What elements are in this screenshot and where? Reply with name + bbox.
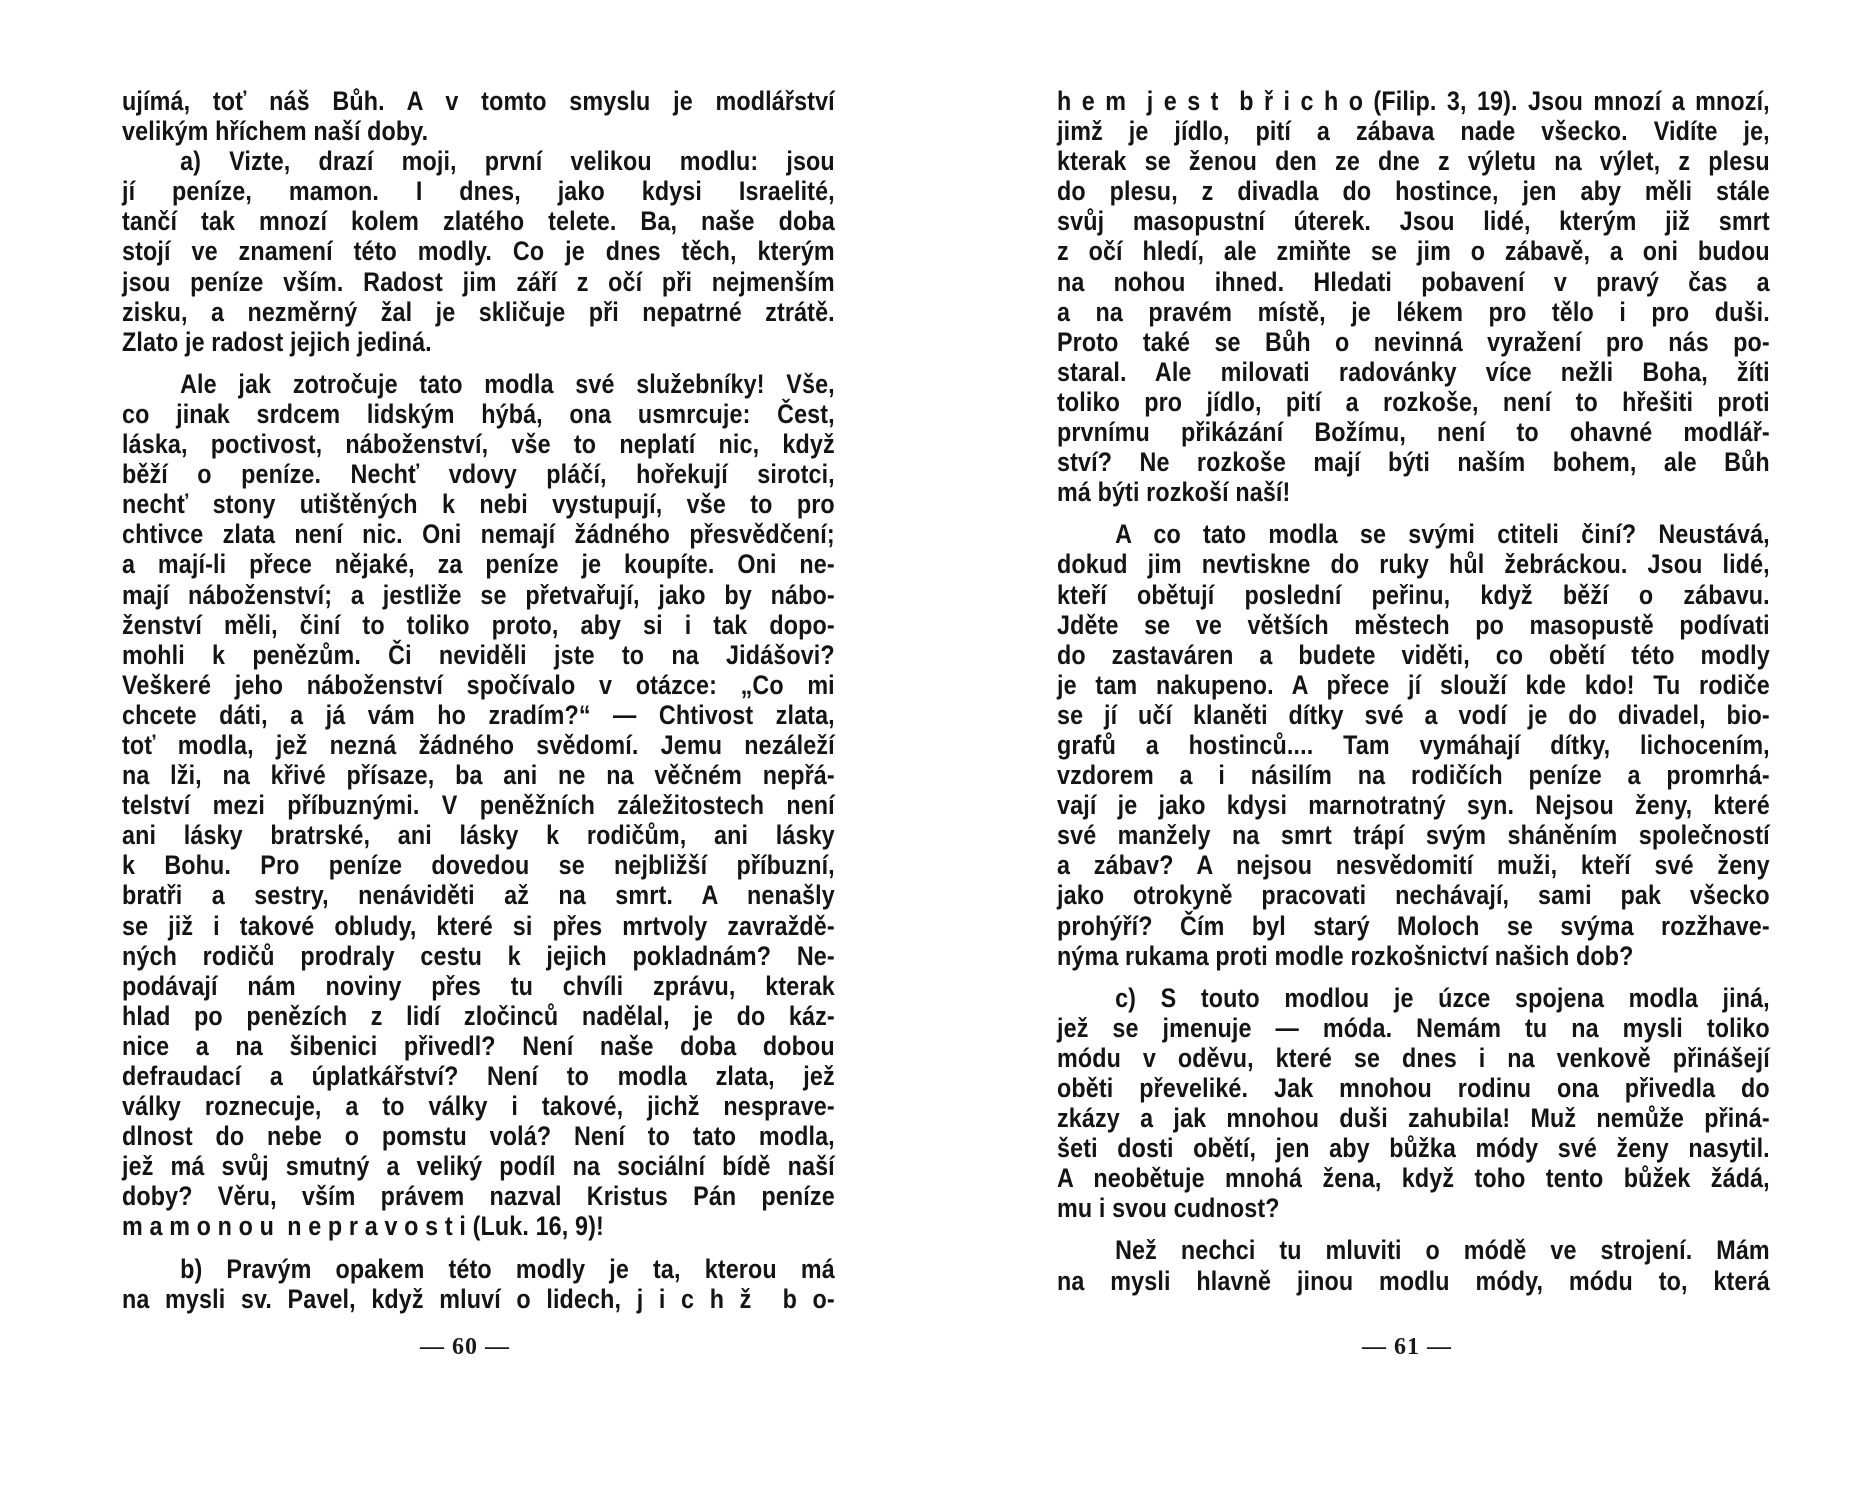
text-line: Ale jak zotročuje tato modla své služebníky! Vše, <box>180 368 835 399</box>
text-line: vzdorem a i násilím na rodičích peníze a promrhá- <box>1057 760 1770 791</box>
text-line: m a m o n o u n e p r a v o s t i (Luk. 16, 9)! <box>122 1211 604 1242</box>
text-line: svůj masopustní úterek. Jsou lidé, kterým již smrt <box>1057 206 1770 237</box>
text-line: prvnímu přikázání Božímu, není to ohavné modlář- <box>1057 417 1770 448</box>
text-line: ných rodičů prodraly cestu k jejich pokladnám? Ne- <box>122 940 835 971</box>
text-line: toliko pro jídlo, pití a rozkoše, není to hřešiti proti <box>1057 386 1770 417</box>
text-line: defraudací a úplatkářství? Není to modla zlata, jež <box>122 1061 835 1091</box>
right-page <box>935 0 1870 1500</box>
text-line: h e m j e s t b ř i c h o (Filip. 3, 19). Jsou mnozí a mnozí, <box>1057 86 1770 116</box>
text-line: mohli k penězům. Či neviděli jste to na Jidášovi? <box>122 639 835 670</box>
text-line: stojí ve znamení této modly. Co je dnes těch, kterým <box>122 236 835 267</box>
text-line: Veškeré jeho náboženství spočívalo v otázce: „Co mi <box>122 669 835 700</box>
text-line: tančí tak mnozí kolem zlatého telete. Ba, naše doba <box>122 206 835 237</box>
text-line: ani lásky bratrské, ani lásky k rodičům, ani lásky <box>122 820 835 851</box>
text-line: jež má svůj smutný a veliký podíl na sociální bídě naší <box>122 1151 835 1182</box>
text-line: A neobětuje mnohá žena, když toho tento bůžek žádá, <box>1057 1163 1770 1194</box>
text-line: doby? Věru, vším právem nazval Kristus Pán peníze <box>122 1181 835 1212</box>
text-line: oběti převeliké. Jak mnohou rodinu ona přivedla do <box>1057 1073 1770 1103</box>
right-page-text <box>1057 86 1770 1296</box>
text-line: chcete dáti, a já vám ho zradím?“ — Chtivost zlata, <box>122 699 835 730</box>
text-line: podávají nám noviny přes tu chvíli zprávu, kterak <box>122 970 835 1001</box>
text-line: k Bohu. Pro peníze dovedou se nejbližší příbuzní, <box>122 850 835 881</box>
text-line: běží o peníze. Nechť vdovy pláčí, hořekují sirotci, <box>122 459 835 490</box>
page-number-left: — 60 — <box>420 1334 510 1360</box>
left-page-text <box>122 86 835 1314</box>
text-line: mu i svou cudnost? <box>1057 1193 1280 1224</box>
text-line: telství mezi příbuznými. V peněžních záležitostech není <box>122 790 835 821</box>
text-line: A co tato modla se svými ctiteli činí? Neustává, <box>1115 519 1770 550</box>
text-line: jimž je jídlo, pití a zábava nade všecko. Vidíte je, <box>1057 116 1770 147</box>
text-line: kteří obětují poslední peřinu, když běží o zábavu. <box>1057 579 1770 610</box>
text-line: ženství měli, činí to toliko proto, aby si i tak dopo- <box>122 609 835 640</box>
text-line: chtivce zlata není nic. Oni nemají žádného přesvědčení; <box>122 519 835 550</box>
text-line: mají náboženství; a jestliže se přetvařují, jako by nábo- <box>122 579 835 610</box>
text-line: Zlato je radost jejich jediná. <box>122 326 432 357</box>
text-line: dokud jim nevtiskne do ruky hůl žebráckou. Jsou lidé, <box>1057 549 1770 580</box>
text-line: nice a na šibenici přivedl? Není naše doba dobou <box>122 1030 835 1061</box>
text-line: jež se jmenuje — móda. Nemám tu na mysli toliko <box>1057 1012 1770 1043</box>
text-line: co jinak srdcem lidským hýbá, ona usmrcuje: Čest, <box>122 398 835 429</box>
text-line: Jděte se ve větších městech po masopustě podívati <box>1057 609 1770 640</box>
text-line: své manžely na smrt trápí svým sháněním společností <box>1057 820 1770 851</box>
text-line: toť modla, jež nezná žádného svědomí. Jemu nezáleží <box>122 729 835 760</box>
text-line: a zábav? A nejsou nesvědomití muži, kteří své ženy <box>1057 850 1770 881</box>
text-line: je tam nakupeno. A přece jí slouží kde kdo! Tu rodiče <box>1057 669 1770 700</box>
text-line: se již i takové obludy, které si přes mrtvoly zavraždě- <box>122 910 835 941</box>
text-line: šeti dosti obětí, jen aby bůžka módy své ženy nasytil. <box>1057 1133 1770 1164</box>
text-line: na lži, na křivé přísaze, ba ani ne na věčném nepřá- <box>122 760 835 791</box>
text-line: dlnost do nebe o pomstu volá? Není to tato modla, <box>122 1121 835 1152</box>
text-line: na mysli sv. Pavel, když mluví o lidech, j i c h ž b o- <box>122 1283 835 1314</box>
text-line: nechť stony utištěných k nebi vystupují, vše to pro <box>122 489 835 520</box>
text-line: jsou peníze vším. Radost jim září z očí při nejmenším <box>122 266 835 297</box>
text-line: bratři a sestry, nenáviděti až na smrt. A nenašly <box>122 880 835 911</box>
text-line: z očí hledí, ale zmiňte se jim o zábavě, a oni budou <box>1057 236 1770 267</box>
text-line: ujímá, toť náš Bůh. A v tomto smyslu je modlářství <box>122 86 835 116</box>
text-line: módu v oděvu, které se dnes i na venkově přinášejí <box>1057 1042 1770 1073</box>
text-line: ství? Ne rozkoše mají býti naším bohem, ale Bůh <box>1057 447 1770 478</box>
text-line: nýma rukama proti modle rozkošnictví našich dob? <box>1057 940 1634 971</box>
text-line: na mysli hlavně jinou modlu módy, módu to, která <box>1057 1265 1770 1296</box>
text-line: staral. Ale milovati radovánky více nežli Boha, žíti <box>1057 356 1770 387</box>
text-line: kterak se ženou den ze dne z výletu na výlet, z plesu <box>1057 146 1770 177</box>
text-line: má býti rozkoší naší! <box>1057 477 1291 508</box>
text-line: zisku, a nezměrný žal je skličuje při nepatrné ztrátě. <box>122 296 835 327</box>
text-line: b) Pravým opakem této modly je ta, kterou má <box>180 1253 835 1284</box>
text-line: grafů a hostinců.... Tam vymáhají dítky, lichocením, <box>1057 729 1770 760</box>
text-line: vají je jako kdysi marnotratný syn. Nejsou ženy, které <box>1057 790 1770 821</box>
text-line: prohýří? Čím byl starý Moloch se svýma rozžhave- <box>1057 910 1770 941</box>
text-line: se jí učí klaněti dítky své a vodí je do divadel, bio- <box>1057 699 1770 730</box>
text-line: Proto také se Bůh o nevinná vyražení pro nás po- <box>1057 326 1770 357</box>
text-line: jí peníze, mamon. I dnes, jako kdysi Israelité, <box>122 176 835 207</box>
text-line: zkázy a jak mnohou duši zahubila! Muž nemůže přiná- <box>1057 1103 1770 1134</box>
text-line: do zastaváren a budete viděti, co obětí této modly <box>1057 639 1770 670</box>
text-line: a mají-li přece nějaké, za peníze je koupíte. Oni ne- <box>122 549 835 580</box>
text-line: na nohou ihned. Hledati pobavení v pravý čas a <box>1057 266 1770 297</box>
text-line: Než nechci tu mluviti o módě ve strojení. Mám <box>1115 1235 1770 1266</box>
text-line: války roznecuje, a to války i takové, jichž nesprave- <box>122 1091 835 1122</box>
text-line: a na pravém místě, je lékem pro tělo i pro duši. <box>1057 296 1770 327</box>
text-line: a) Vizte, drazí moji, první velikou modlu: jsou <box>180 146 835 177</box>
text-line: jako otrokyně pracovati nechávají, sami pak všecko <box>1057 880 1770 911</box>
text-line: do plesu, z divadla do hostince, jen aby měli stále <box>1057 176 1770 207</box>
text-line: c) S touto modlou je úzce spojena modla jiná, <box>1115 982 1770 1013</box>
text-line: hlad po penězích z lidí zločinců nadělal, je do káz- <box>122 1000 835 1031</box>
text-line: velikým hříchem naší doby. <box>122 116 429 147</box>
page-number-right: — 61 — <box>1362 1334 1452 1360</box>
text-line: láska, poctivost, náboženství, vše to neplatí nic, když <box>122 429 835 460</box>
